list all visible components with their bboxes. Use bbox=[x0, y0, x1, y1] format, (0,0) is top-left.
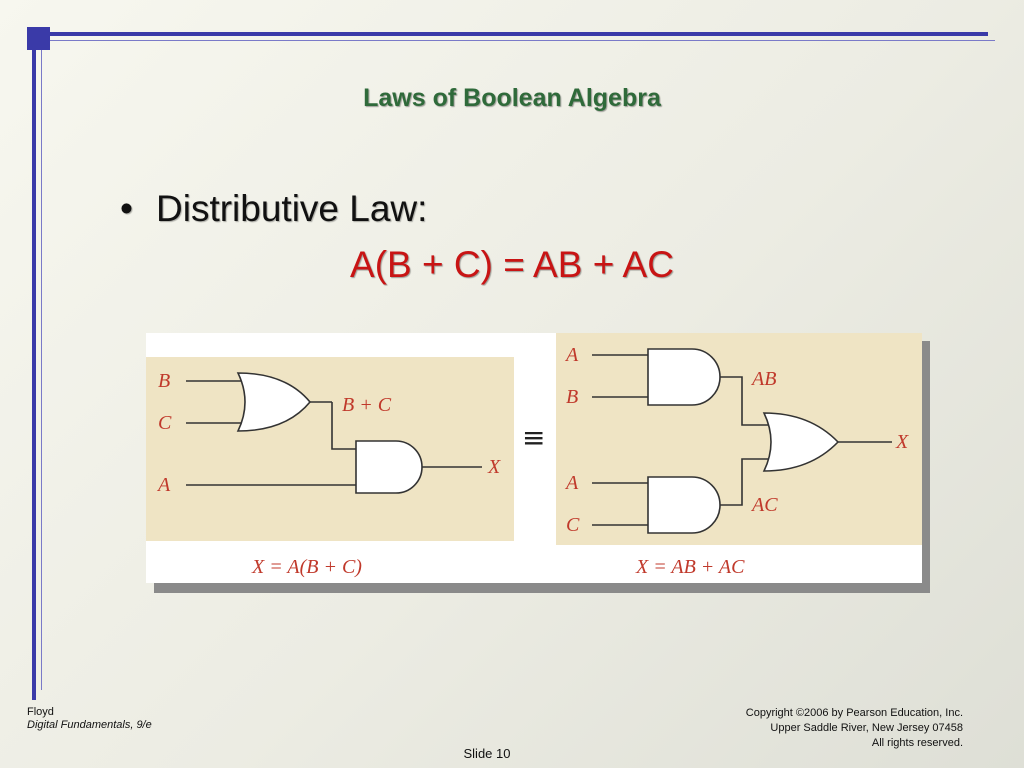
footer-author: Floyd bbox=[27, 706, 54, 718]
left-panel bbox=[146, 357, 514, 541]
left-input-a: A bbox=[158, 474, 171, 496]
left-input-c: C bbox=[158, 412, 172, 434]
slide-number: Slide 10 bbox=[463, 746, 511, 761]
slide-title: Laws of Boolean Algebra bbox=[363, 84, 661, 112]
and-gate-ab bbox=[648, 349, 720, 405]
footer-left bbox=[27, 706, 152, 732]
circuit-figure bbox=[146, 333, 930, 593]
footer-rights: All rights reserved. bbox=[871, 737, 963, 749]
right-intermediate-ac: AC bbox=[752, 494, 778, 516]
left-output-x: X bbox=[488, 456, 501, 478]
bullet-text: Distributive Law: bbox=[156, 188, 428, 229]
right-panel bbox=[556, 333, 922, 545]
bullet-dot: • bbox=[120, 188, 133, 229]
footer-address: Upper Saddle River, New Jersey 07458 bbox=[770, 722, 963, 734]
right-input-b: B bbox=[566, 386, 579, 408]
bullet-distributive-law bbox=[120, 188, 427, 230]
left-expression: X = A(B + C) bbox=[252, 556, 362, 578]
left-rule-primary bbox=[32, 50, 36, 700]
equivalence-symbol: ≡ bbox=[522, 421, 546, 454]
left-rule-secondary bbox=[41, 50, 42, 690]
top-rule-secondary bbox=[50, 40, 995, 41]
top-rule-primary bbox=[50, 32, 988, 36]
right-input-a1: A bbox=[566, 344, 579, 366]
footer-book: Digital Fundamentals, 9/e bbox=[27, 719, 152, 731]
distributive-equation: A(B + C) = AB + AC bbox=[350, 244, 674, 285]
right-expression: X = AB + AC bbox=[636, 556, 745, 578]
and-gate-ac bbox=[648, 477, 720, 533]
right-input-a2: A bbox=[566, 472, 579, 494]
left-input-b: B bbox=[158, 370, 171, 392]
right-intermediate-ab: AB bbox=[752, 368, 777, 390]
footer-right bbox=[746, 706, 963, 751]
right-output-x: X bbox=[896, 431, 909, 453]
left-intermediate-label: B + C bbox=[342, 394, 392, 416]
corner-square bbox=[27, 27, 50, 50]
footer-copyright: Copyright ©2006 by Pearson Education, Inc. bbox=[745, 707, 963, 719]
right-input-c: C bbox=[566, 514, 580, 536]
and-gate-output bbox=[356, 441, 422, 493]
